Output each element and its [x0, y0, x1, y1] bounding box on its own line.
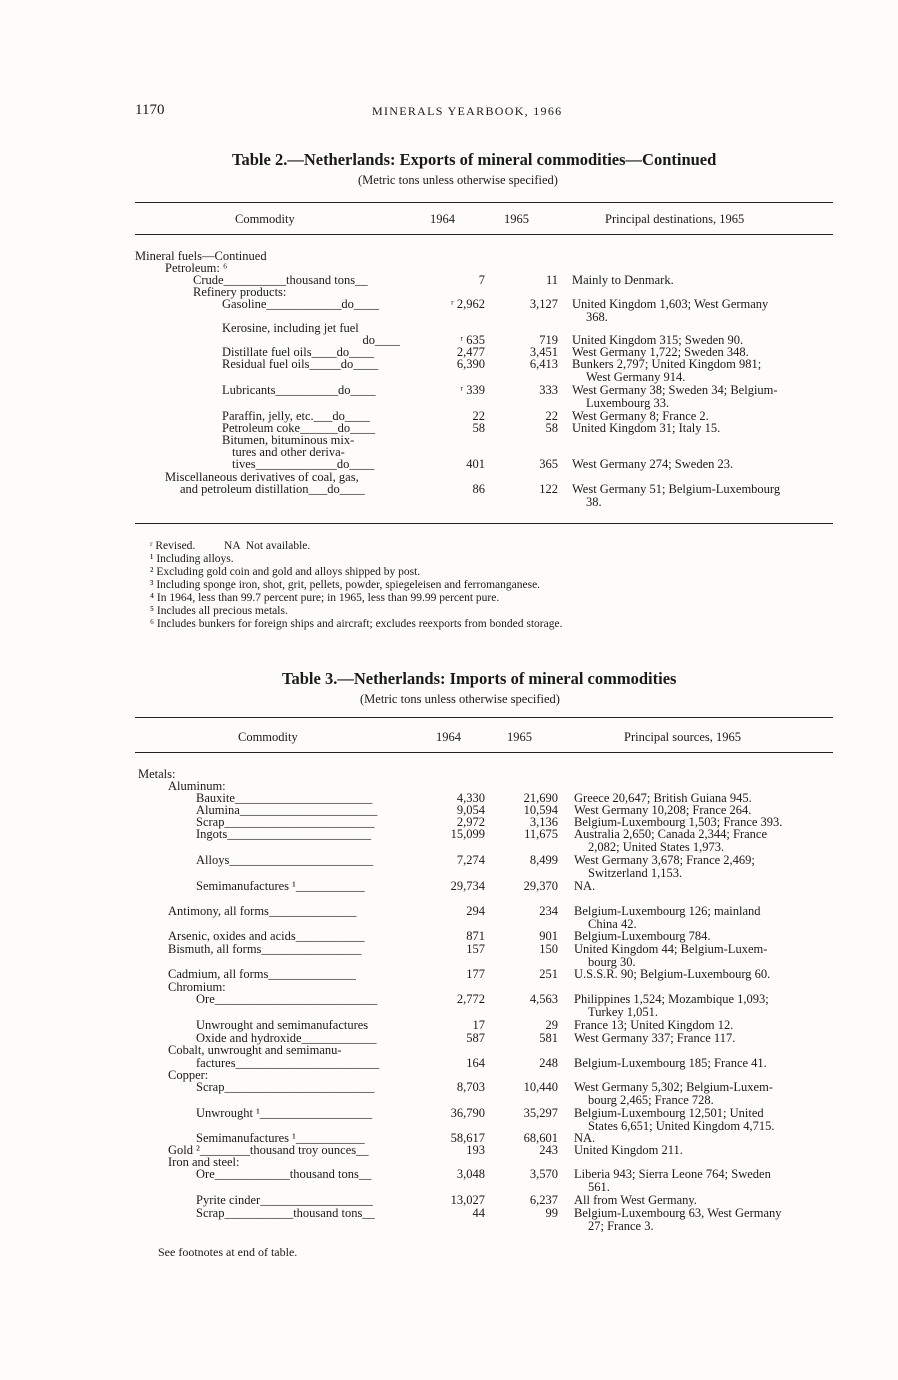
table3-source: West Germany 10,208; France 264. — [574, 803, 752, 817]
table3-continuation: bourg 30. — [588, 955, 636, 969]
table3-source: Liberia 943; Sierra Leone 764; Sweden — [574, 1167, 771, 1181]
table3-value-1964: 193 — [466, 1143, 485, 1157]
table2-destination: United Kingdom 1,603; West Germany — [572, 297, 769, 311]
table2-value-1965: 3,451 — [529, 345, 558, 359]
table3-commodity: Alloys_______________________ — [196, 853, 374, 867]
table2-header-commodity: Commodity — [235, 212, 295, 226]
table3-commodity: Scrap___________thousand tons__ — [196, 1206, 375, 1220]
running-title: MINERALS YEARBOOK, 1966 — [372, 104, 563, 118]
table2-commodity: tures and other deriva- — [232, 445, 345, 459]
table2-commodity: Gasoline____________do____ — [222, 297, 379, 311]
table3-commodity: Scrap________________________ — [196, 1080, 375, 1094]
table3-source: Australia 2,650; Canada 2,344; France — [574, 827, 768, 841]
table3-commodity: Alumina______________________ — [196, 803, 378, 817]
table2-commodity: Lubricants__________do____ — [222, 383, 376, 397]
table2-destination: West Germany 1,722; Sweden 348. — [572, 345, 749, 359]
see-footnotes-note: See footnotes at end of table. — [158, 1245, 298, 1259]
table3-commodity: Cadmium, all forms______________ — [168, 967, 356, 981]
table2-value-1964: 401 — [466, 457, 485, 471]
table3-value-1965: 3,570 — [529, 1167, 558, 1181]
table2-value-1965: 365 — [539, 457, 558, 471]
table2-value-1964: 6,390 — [456, 357, 485, 371]
table3-commodity: Bismuth, all forms________________ — [168, 942, 362, 956]
table3-header-sources: Principal sources, 1965 — [624, 730, 741, 744]
table3-value-1965: 901 — [539, 929, 558, 943]
table3-value-1965: 243 — [539, 1143, 558, 1157]
table3-value-1964: 29,734 — [450, 879, 485, 893]
table3-value-1965: 234 — [539, 904, 558, 918]
table3-value-1964: 13,027 — [450, 1193, 485, 1207]
table2-destination: Bunkers 2,797; United Kingdom 981; — [572, 357, 762, 371]
table3-commodity: Ore____________thousand tons__ — [196, 1167, 372, 1181]
table3-value-1965: 248 — [539, 1056, 558, 1070]
footnote: ⁴ In 1964, less than 99.7 percent pure; in 1965, less than 99.99 percent pure. — [150, 592, 500, 604]
table2-commodity: tives_____________do____ — [232, 457, 375, 471]
table2-commodity: Crude__________thousand tons__ — [193, 273, 368, 287]
table3-value-1964: 177 — [466, 967, 485, 981]
table3-commodity: Ore__________________________ — [196, 992, 378, 1006]
table3-commodity: factures_______________________ — [196, 1056, 380, 1070]
table3-top-rule — [135, 717, 833, 718]
table3-source: West Germany 3,678; France 2,469; — [574, 853, 755, 867]
table2-commodity: Miscellaneous derivatives of coal, gas, — [165, 470, 359, 484]
table3-commodity: Gold ²________thousand troy ounces__ — [168, 1143, 369, 1157]
table2-value-1965: 58 — [545, 421, 558, 435]
table3-commodity: Copper: — [168, 1068, 209, 1082]
table3-source: United Kingdom 44; Belgium-Luxem- — [574, 942, 768, 956]
table3-commodity: Aluminum: — [168, 779, 226, 793]
table2-header-1965: 1965 — [504, 212, 529, 226]
table2-value-1965: 122 — [539, 482, 558, 496]
table3-commodity: Pyrite cinder__________________ — [196, 1193, 373, 1207]
table2-value-1964: 2,477 — [456, 345, 485, 359]
table3-value-1964: 9,054 — [456, 803, 485, 817]
table2-value-1965: 333 — [539, 383, 558, 397]
table3-value-1964: 7,274 — [456, 853, 485, 867]
footnote: ¹ Including alloys. — [150, 553, 234, 565]
table3-subtitle: (Metric tons unless otherwise specified) — [360, 692, 560, 706]
table3-value-1964: 2,772 — [456, 992, 485, 1006]
table3-value-1965: 10,594 — [523, 803, 558, 817]
table3-header-1964: 1964 — [436, 730, 461, 744]
table2-destination: Mainly to Denmark. — [572, 273, 674, 287]
table3-source: France 13; United Kingdom 12. — [574, 1018, 734, 1032]
table3-source: Philippines 1,524; Mozambique 1,093; — [574, 992, 769, 1006]
table3-source: Greece 20,647; British Guiana 945. — [574, 791, 752, 805]
table3-value-1964: 8,703 — [456, 1080, 485, 1094]
table2-commodity: Bitumen, bituminous mix- — [222, 433, 355, 447]
table2-commodity: Kerosine, including jet fuel — [222, 321, 359, 335]
table2-value-1965: 11 — [545, 273, 558, 287]
table3-value-1965: 35,297 — [523, 1106, 558, 1120]
table2-continuation: 38. — [586, 495, 602, 509]
table3-commodity: Iron and steel: — [168, 1155, 240, 1169]
table3-value-1964: 44 — [472, 1206, 485, 1220]
table3-value-1965: 251 — [539, 967, 558, 981]
table2-continuation: 368. — [586, 310, 608, 324]
table2-value-1964: 7 — [478, 273, 485, 287]
table3-value-1965: 4,563 — [529, 992, 558, 1006]
table2-value-1964: 58 — [472, 421, 485, 435]
table3-value-1964: 164 — [466, 1056, 485, 1070]
table3-value-1965: 11,675 — [524, 827, 558, 841]
table3-source: All from West Germany. — [574, 1193, 697, 1207]
table2-subtitle: (Metric tons unless otherwise specified) — [358, 173, 558, 187]
table3-commodity: Chromium: — [168, 980, 226, 994]
table3-title: Table 3.—Netherlands: Imports of mineral commodities — [282, 669, 677, 688]
table2-destination: West Germany 51; Belgium-Luxembourg — [572, 482, 781, 496]
table3-source: West Germany 337; France 117. — [574, 1031, 736, 1045]
table3-header-rule — [135, 752, 833, 753]
table3-source: NA. — [574, 879, 596, 893]
table3-value-1964: 58,617 — [450, 1131, 485, 1145]
table2-commodity: Residual fuel oils_____do____ — [222, 357, 379, 371]
table2-header-1964: 1964 — [430, 212, 455, 226]
table3-continuation: bourg 2,465; France 728. — [588, 1093, 714, 1107]
table3-continuation: 2,082; United States 1,973. — [588, 840, 725, 854]
table3-value-1964: 36,790 — [450, 1106, 485, 1120]
table3-value-1965: 6,237 — [529, 1193, 558, 1207]
table3-commodity: Scrap________________________ — [196, 815, 375, 829]
table2-value-1964: 86 — [472, 482, 485, 496]
table2-commodity: and petroleum distillation___do____ — [180, 482, 365, 496]
table3-continuation: Switzerland 1,153. — [588, 866, 683, 880]
table2-commodity: Refinery products: — [193, 285, 287, 299]
table2-value-1964: ʳ 635 — [460, 333, 485, 347]
table3-value-1965: 3,136 — [529, 815, 558, 829]
table3-value-1964: 3,048 — [456, 1167, 485, 1181]
table2-commodity: Paraffin, jelly, etc.___do____ — [222, 409, 370, 423]
table3-value-1965: 29,370 — [523, 879, 558, 893]
table3-commodity: Oxide and hydroxide____________ — [196, 1031, 377, 1045]
table3-source: U.S.S.R. 90; Belgium-Luxembourg 60. — [574, 967, 771, 981]
table3-commodity: Unwrought ¹__________________ — [196, 1106, 373, 1120]
table2-commodity: do____ — [362, 333, 400, 347]
table3-value-1965: 99 — [545, 1206, 558, 1220]
table3-commodity: Antimony, all forms______________ — [168, 904, 357, 918]
table3-source: Belgium-Luxembourg 126; mainland — [574, 904, 761, 918]
table3-value-1965: 581 — [539, 1031, 558, 1045]
table2-title: Table 2.—Netherlands: Exports of mineral commodities—Continued — [232, 150, 717, 169]
table2-value-1965: 719 — [539, 333, 558, 347]
table3-value-1965: 68,601 — [523, 1131, 558, 1145]
table2-commodity: Petroleum coke______do____ — [222, 421, 376, 435]
table3-commodity: Bauxite______________________ — [196, 791, 373, 805]
table2-value-1964: ʳ 339 — [460, 383, 485, 397]
footnote: ⁵ Includes all precious metals. — [150, 605, 288, 617]
table2-destination: West Germany 8; France 2. — [572, 409, 709, 423]
table3-source: Belgium-Luxembourg 63, West Germany — [574, 1206, 782, 1220]
table2-continuation: West Germany 914. — [586, 370, 686, 384]
table2-bottom-rule — [135, 523, 833, 524]
footnote: ³ Including sponge iron, shot, grit, pellets, powder, spiegeleisen and ferromanganese. — [150, 579, 541, 591]
table3-continuation: 27; France 3. — [588, 1219, 654, 1233]
table3-value-1964: 4,330 — [456, 791, 485, 805]
table3-continuation: States 6,651; United Kingdom 4,715. — [588, 1119, 775, 1133]
table3-source: Belgium-Luxembourg 1,503; France 393. — [574, 815, 783, 829]
table2-footnotes — [150, 540, 562, 631]
table3-value-1964: 15,099 — [450, 827, 485, 841]
table3-continuation: China 42. — [588, 917, 637, 931]
table3-header-1965: 1965 — [507, 730, 532, 744]
table2-destination: West Germany 38; Sweden 34; Belgium- — [572, 383, 778, 397]
table2-top-rule — [135, 202, 833, 203]
table3-continuation: Turkey 1,051. — [588, 1005, 659, 1019]
table2-value-1965: 3,127 — [529, 297, 558, 311]
table2-commodity: Distillate fuel oils____do____ — [222, 345, 375, 359]
table2-header-rule — [135, 234, 833, 235]
footnote: ʳ Revised. NA Not available. — [150, 540, 311, 552]
table3-value-1964: 871 — [466, 929, 485, 943]
table3-value-1964: 587 — [466, 1031, 485, 1045]
table3-value-1965: 21,690 — [523, 791, 558, 805]
table3-value-1965: 10,440 — [523, 1080, 558, 1094]
table2-continuation: Luxembourg 33. — [586, 396, 670, 410]
table2-commodity: Petroleum: ⁶ — [165, 261, 228, 275]
table3-value-1964: 294 — [466, 904, 485, 918]
table3-value-1964: 2,972 — [456, 815, 485, 829]
table2-destination: United Kingdom 315; Sweden 90. — [572, 333, 744, 347]
table2-commodity: Mineral fuels—Continued — [135, 249, 267, 263]
table3-value-1964: 157 — [466, 942, 485, 956]
table2-destination: United Kingdom 31; Italy 15. — [572, 421, 721, 435]
footnote: ⁶ Includes bunkers for foreign ships and aircraft; excludes reexports from bonded storage. — [150, 618, 563, 630]
table2-value-1965: 22 — [545, 409, 558, 423]
footnote: ² Excluding gold coin and gold and alloys shipped by post. — [150, 566, 421, 578]
table3-commodity: Cobalt, unwrought and semimanu- — [168, 1043, 342, 1057]
table2-value-1964: 22 — [472, 409, 485, 423]
table3-commodity: Ingots_______________________ — [196, 827, 371, 841]
table3-commodity: Metals: — [138, 767, 176, 781]
table2-destination: West Germany 274; Sweden 23. — [572, 457, 734, 471]
table3-commodity: Semimanufactures ¹___________ — [196, 1131, 365, 1145]
table3-commodity: Unwrought and semimanufactures — [196, 1018, 369, 1032]
table2-value-1964: ʳ 2,962 — [451, 297, 485, 311]
table3-commodity: Semimanufactures ¹___________ — [196, 879, 365, 893]
page-number: 1170 — [135, 102, 165, 118]
table3-source: NA. — [574, 1131, 596, 1145]
table3-source: Belgium-Luxembourg 12,501; United — [574, 1106, 764, 1120]
table3-source: Belgium-Luxembourg 784. — [574, 929, 711, 943]
table3-value-1964: 17 — [472, 1018, 485, 1032]
table3-source: United Kingdom 211. — [574, 1143, 683, 1157]
table3-value-1965: 29 — [545, 1018, 558, 1032]
table3-header-commodity: Commodity — [238, 730, 298, 744]
table3-value-1965: 150 — [539, 942, 558, 956]
table3-commodity: Arsenic, oxides and acids___________ — [168, 929, 365, 943]
table3-value-1965: 8,499 — [529, 853, 558, 867]
table3-source: West Germany 5,302; Belgium-Luxem- — [574, 1080, 773, 1094]
table2-value-1965: 6,413 — [529, 357, 558, 371]
table2-header-destinations: Principal destinations, 1965 — [605, 212, 745, 226]
table3-source: Belgium-Luxembourg 185; France 41. — [574, 1056, 767, 1070]
table3-continuation: 561. — [588, 1180, 610, 1194]
